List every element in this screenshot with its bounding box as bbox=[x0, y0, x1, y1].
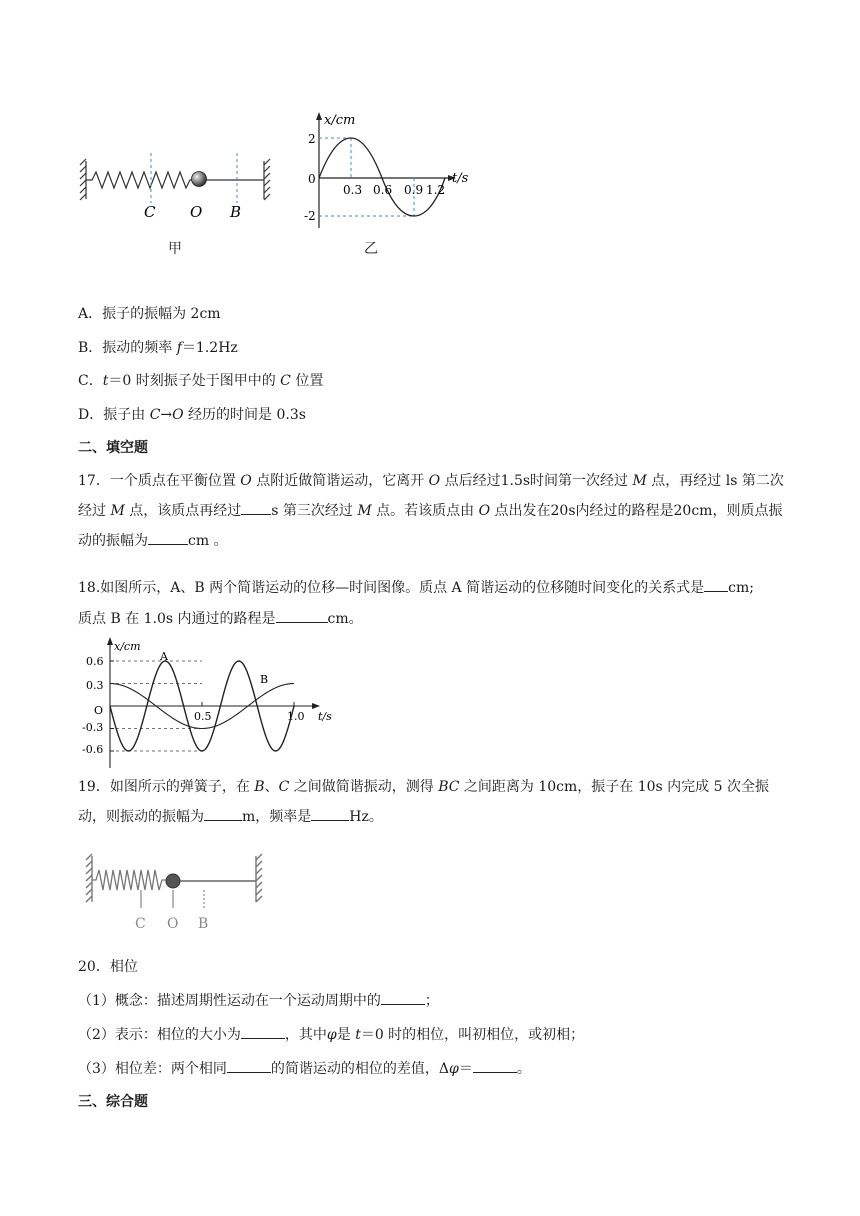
y-tick-label: -0.6 bbox=[82, 743, 104, 756]
x-axis-label: t/s bbox=[452, 171, 469, 186]
q20-text: 是 bbox=[336, 1027, 356, 1043]
q20-blank-4[interactable] bbox=[473, 1058, 517, 1073]
x-tick-label: 1.0 bbox=[287, 710, 305, 723]
x-tick-label: 0.5 bbox=[194, 710, 212, 723]
oscillator-ball bbox=[166, 874, 180, 888]
q19-var: C bbox=[278, 779, 290, 795]
q20-text: ＝0 时的相位，叫初相位，或初相； bbox=[360, 1027, 585, 1043]
q18-text: 18.如图所示，A、B 两个简谐运动的位移—时间图像。质点 A 简谐运动的位移随时间变化的关系式是 bbox=[78, 580, 705, 596]
caption-jia: 甲 bbox=[168, 241, 182, 257]
q20-var: φ bbox=[326, 1027, 337, 1043]
chart-ylabel: x/cm bbox=[114, 640, 141, 653]
q19-blank-1[interactable] bbox=[204, 806, 242, 821]
q17-var: M bbox=[632, 473, 647, 489]
section-heading-comprehensive: 三、综合题 bbox=[78, 1094, 148, 1110]
option-a: A．振子的振幅为 2cm bbox=[78, 306, 221, 322]
option-b-text: B．振动的频率 bbox=[78, 340, 177, 356]
question-19 bbox=[78, 772, 784, 832]
q20-var: φ bbox=[449, 1061, 459, 1077]
q20-text: ＝ bbox=[458, 1061, 473, 1077]
x-axis-arrow bbox=[312, 703, 320, 709]
q17-var: O bbox=[428, 473, 441, 489]
q17-text: 点附近做简谐运动，它离开 bbox=[251, 473, 429, 489]
q18-text: cm; bbox=[728, 580, 754, 596]
q17-var: M bbox=[110, 503, 125, 519]
q18-blank-2[interactable] bbox=[276, 608, 328, 623]
y-tick-neg2: -2 bbox=[304, 209, 316, 223]
q17-text: 点，该质点再经过 bbox=[124, 503, 242, 519]
x-tick-1.2: 1.2 bbox=[426, 183, 446, 197]
option-c-suffix: 位置 bbox=[290, 373, 324, 389]
option-c-var: t bbox=[102, 373, 109, 389]
q17-text: 点后经过1.5s时间第一次经过 bbox=[440, 473, 633, 489]
option-c-prefix: C． bbox=[78, 373, 103, 389]
q17-text: cm 。 bbox=[188, 533, 228, 549]
q20-text: ； bbox=[424, 993, 439, 1009]
chart-xlabel: t/s bbox=[318, 710, 332, 723]
q19-text: 19．如图所示的弹簧子，在 bbox=[78, 779, 255, 795]
right-wall bbox=[264, 159, 270, 200]
question-17 bbox=[78, 466, 784, 556]
q20-text: ，其中 bbox=[284, 1027, 327, 1043]
q19-var: B bbox=[254, 779, 265, 795]
spring bbox=[86, 172, 194, 188]
figure-spring-q19 bbox=[84, 850, 274, 934]
q20-blank-2[interactable] bbox=[241, 1024, 285, 1039]
q17-text: s 第三次经过 bbox=[271, 503, 358, 519]
y-axis-label: x/cm bbox=[324, 113, 356, 128]
y-axis-arrow bbox=[107, 637, 113, 645]
right-wall bbox=[256, 854, 262, 902]
q17-blank-2[interactable] bbox=[148, 530, 188, 545]
q18-blank-1[interactable] bbox=[704, 577, 728, 592]
series-label-b: B bbox=[260, 673, 269, 686]
option-c-var2: C bbox=[280, 373, 291, 389]
label-b: B bbox=[230, 203, 242, 221]
question-20-title: 20．相位 bbox=[78, 959, 138, 975]
label-o: O bbox=[167, 916, 179, 932]
q20-blank-3[interactable] bbox=[227, 1058, 271, 1073]
option-b-suffix: ＝1.2Hz bbox=[181, 340, 238, 356]
q17-blank-1[interactable] bbox=[241, 500, 271, 515]
q17-text: 17．一个质点在平衡位置 bbox=[78, 473, 241, 489]
spring bbox=[92, 870, 166, 890]
question-20-item-2 bbox=[78, 1024, 584, 1045]
y-tick-label: O bbox=[94, 704, 104, 717]
y-tick-label: -0.3 bbox=[82, 721, 104, 734]
label-o: O bbox=[190, 203, 203, 221]
x-tick-0.3: 0.3 bbox=[343, 183, 363, 197]
q20-blank-1[interactable] bbox=[381, 990, 425, 1005]
q17-text: 点，再经过 ls 第二次经过 bbox=[78, 473, 784, 519]
chart-axes bbox=[107, 637, 320, 768]
option-d-prefix: D．振子由 bbox=[78, 407, 150, 423]
option-d-path: C→O bbox=[149, 407, 184, 423]
y-tick-2: 2 bbox=[308, 132, 316, 146]
q17-var: O bbox=[478, 503, 491, 519]
figure-xt-yi bbox=[300, 108, 480, 233]
option-c bbox=[78, 371, 323, 391]
q18-text: cm。 bbox=[327, 611, 363, 627]
q17-var: O bbox=[240, 473, 252, 489]
q19-text: 之间距离为 10cm，振子在 10s 内完成 5 次全振动，则振动的振幅为 bbox=[78, 779, 769, 825]
left-wall bbox=[86, 854, 92, 902]
q19-text: m，频率是 bbox=[242, 809, 312, 825]
q17-var: M bbox=[357, 503, 372, 519]
question-18-line-2 bbox=[78, 608, 363, 629]
q17-text: 点。若该质点由 bbox=[371, 503, 479, 519]
option-c-mid: ＝0 时刻振子处于图甲中的 bbox=[108, 373, 281, 389]
caption-yi: 乙 bbox=[364, 241, 378, 257]
q20-text: （1）概念：描述周期性运动在一个运动周期中的 bbox=[78, 993, 381, 1009]
left-wall bbox=[80, 159, 86, 200]
q19-text: 之间做简谐振动，测得 bbox=[289, 779, 439, 795]
q19-text: 、 bbox=[264, 779, 279, 795]
y-tick-label: 0.6 bbox=[86, 655, 104, 668]
sine-curve bbox=[319, 138, 445, 216]
q20-text: 的简谐运动的相位的差值，Δ bbox=[270, 1061, 450, 1077]
figure-spring-jia bbox=[78, 145, 278, 235]
question-18-line-1 bbox=[78, 577, 754, 598]
option-b bbox=[78, 338, 238, 358]
q19-text: Hz。 bbox=[349, 809, 383, 825]
option-d-suffix: 经历的时间是 0.3s bbox=[183, 407, 306, 423]
q17-text: 点出发在20s内经过的路程是20cm，则质点振动的振幅为 bbox=[78, 503, 783, 549]
option-b-var: f bbox=[176, 340, 182, 356]
label-c: C bbox=[144, 203, 156, 221]
x-tick-0.9: 0.9 bbox=[404, 183, 424, 197]
question-20-item-1 bbox=[78, 990, 439, 1011]
q20-text: （3）相位差：两个相同 bbox=[78, 1061, 227, 1077]
y-axis-arrow bbox=[316, 112, 322, 120]
q20-text: （2）表示：相位的大小为 bbox=[78, 1027, 241, 1043]
y-tick-label: 0.3 bbox=[86, 679, 104, 692]
q19-blank-2[interactable] bbox=[311, 806, 349, 821]
x-tick-0.6: 0.6 bbox=[373, 183, 393, 197]
question-20-item-3 bbox=[78, 1058, 531, 1079]
figure-ab-chart bbox=[82, 634, 342, 770]
origin-label: 0 bbox=[308, 172, 316, 186]
oscillator-ball bbox=[192, 172, 207, 187]
option-d bbox=[78, 405, 306, 425]
label-b: B bbox=[198, 916, 209, 932]
q20-var: t bbox=[355, 1027, 361, 1043]
q20-text: 。 bbox=[516, 1061, 531, 1077]
q19-var: BC bbox=[438, 779, 460, 795]
series-label-a: A bbox=[160, 650, 168, 663]
section-heading-fill-blank: 二、填空题 bbox=[78, 440, 148, 456]
q18-text: 质点 B 在 1.0s 内通过的路程是 bbox=[78, 611, 276, 627]
label-c: C bbox=[135, 916, 146, 932]
